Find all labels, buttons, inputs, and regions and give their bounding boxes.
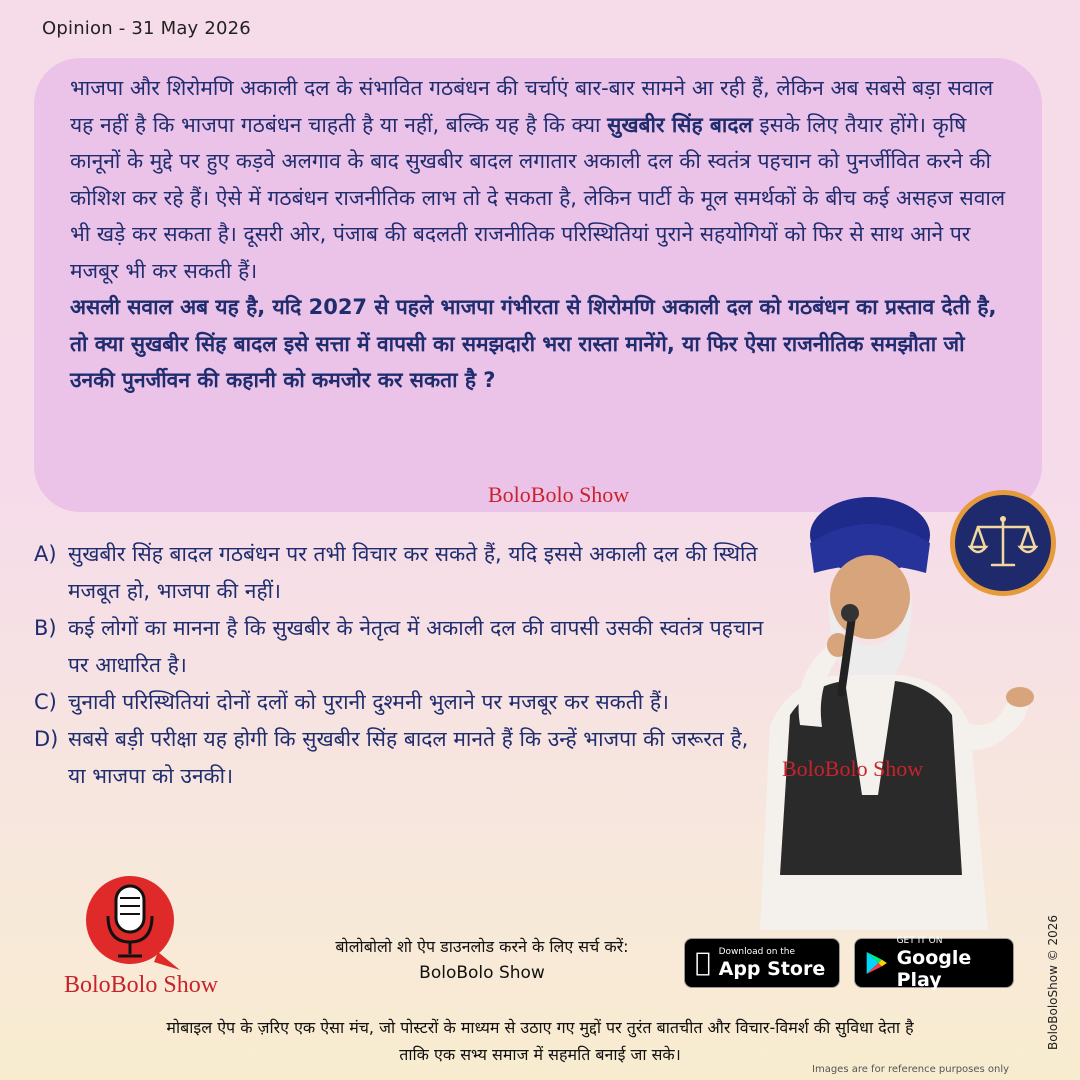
- apple-icon: [695, 948, 711, 978]
- google-play-small: GET IT ON: [896, 935, 943, 946]
- option-text: सबसे बड़ी परीक्षा यह होगी कि सुखबीर सिंह बादल मानते हैं कि उन्हें भाजपा की जरूरत है, या भाजपा को उनकी।: [68, 727, 749, 788]
- download-app-name: BoloBolo Show: [419, 963, 545, 983]
- question-box: [34, 58, 1042, 512]
- option-c[interactable]: [34, 684, 764, 721]
- option-a[interactable]: [34, 536, 764, 610]
- option-text: चुनावी परिस्थितियां दोनों दलों को पुरानी दुश्मनी भुलाने पर मजबूर कर सकती हैं।: [68, 690, 669, 714]
- app-store-small: Download on the: [703, 946, 780, 957]
- watermark: BoloBolo Show: [488, 482, 630, 507]
- option-b[interactable]: [34, 610, 764, 684]
- date-label: Opinion - 31 May 2026: [42, 18, 251, 39]
- option-letter: A): [34, 542, 57, 566]
- option-d[interactable]: [34, 721, 764, 795]
- question-part-2: इसके लिए तैयार होंगे। कृषि कानूनों के मुद्दे पर हुए कड़वे अलगाव के बाद सुखबीर बादल लगातार अकाली दल की स्वतंत्र पहचान को पुनर्जीवित करने की कोशिश कर रहे हैं। ऐसे में गठबंधन राजनीतिक लाभ तो दे सकता है, लेकिन पार्टी के मूल समर्थकों के बीच कई असहज सवाल भी खड़े कर सकता है। दूसरी ओर, पंजाब की बदलती राजनीतिक परिस्थितियां पुराने सहयोगियों को फिर से साथ आने पर मजबूर भी कर सकती हैं।: [70, 112, 1006, 283]
- option-text: कई लोगों का मानना है कि सुखबीर के नेतृत्व में अकाली दल की वापसी उसकी स्वतंत्र पहचान पर आधारित है।: [68, 616, 764, 677]
- option-letter: C): [34, 690, 57, 714]
- download-label: बोलोबोलो शो ऐप डाउनलोड करने के लिए सर्च करें:: [335, 937, 629, 956]
- google-play-button[interactable]: [854, 935, 1014, 991]
- option-letter: D): [34, 727, 59, 751]
- app-store-big: App Store: [703, 957, 810, 980]
- app-store-button[interactable]: [684, 938, 840, 988]
- footer-line-1: मोबाइल ऐप के ज़रिए एक ऐसा मंच, जो पोस्टरों के माध्यम से उठाए गए मुद्दों पर तुरंत बातचीत और विचार-विमर्श की सुविधा देता है: [166, 1018, 914, 1037]
- option-letter: B): [34, 616, 57, 640]
- question-bold-main: असली सवाल अब यह है, यदि 2027 से पहले भाजपा गंभीरता से शिरोमणि अकाली दल को गठबंधन का प्रस्ताव देती है, तो क्या सुखबीर सिंह बादल इसे सत्ता में वापसी का समझदारी भरा रास्ता मानेंगे, या फिर ऐसा राजनीतिक समझौता जो उनकी पुनर्जीवन की कहानी को कमजोर कर सकता है ?: [70, 295, 997, 392]
- options-list: [34, 536, 764, 795]
- download-prompt: [296, 936, 668, 988]
- question-text: [70, 70, 1012, 399]
- question-bold-name: सुखबीर सिंह बादल: [607, 112, 753, 137]
- speaker-photo: [730, 495, 1050, 930]
- question-part-1: भाजपा और शिरोमणि अकाली दल के संभावित गठबंधन की चर्चाएं बार-बार सामने आ रही हैं, लेकिन अब सबसे बड़ा सवाल यह नहीं है कि भाजपा गठबंधन चाहती है या नहीं, बल्कि यह है कि क्या: [70, 76, 994, 137]
- option-text: सुखबीर सिंह बादल गठबंधन पर तभी विचार कर सकते हैं, यदि इससे अकाली दल की स्थिति मजबूत हो, भाजपा की नहीं।: [68, 542, 758, 603]
- footer-text: [40, 1014, 1040, 1068]
- footer-line-2: ताकि एक सभ्य समाज में सहमति बनाई जा सके।: [399, 1045, 681, 1064]
- disclaimer: Images are for reference purposes only: [812, 1064, 1010, 1075]
- google-play-big: Google Play: [896, 946, 972, 991]
- logo-text: BoloBolo Show: [64, 972, 219, 998]
- side-credit: BoloBoloShow © 2026: [1046, 914, 1060, 1050]
- watermark-photo: BoloBolo Show: [782, 756, 924, 781]
- google-play-icon: [865, 948, 889, 978]
